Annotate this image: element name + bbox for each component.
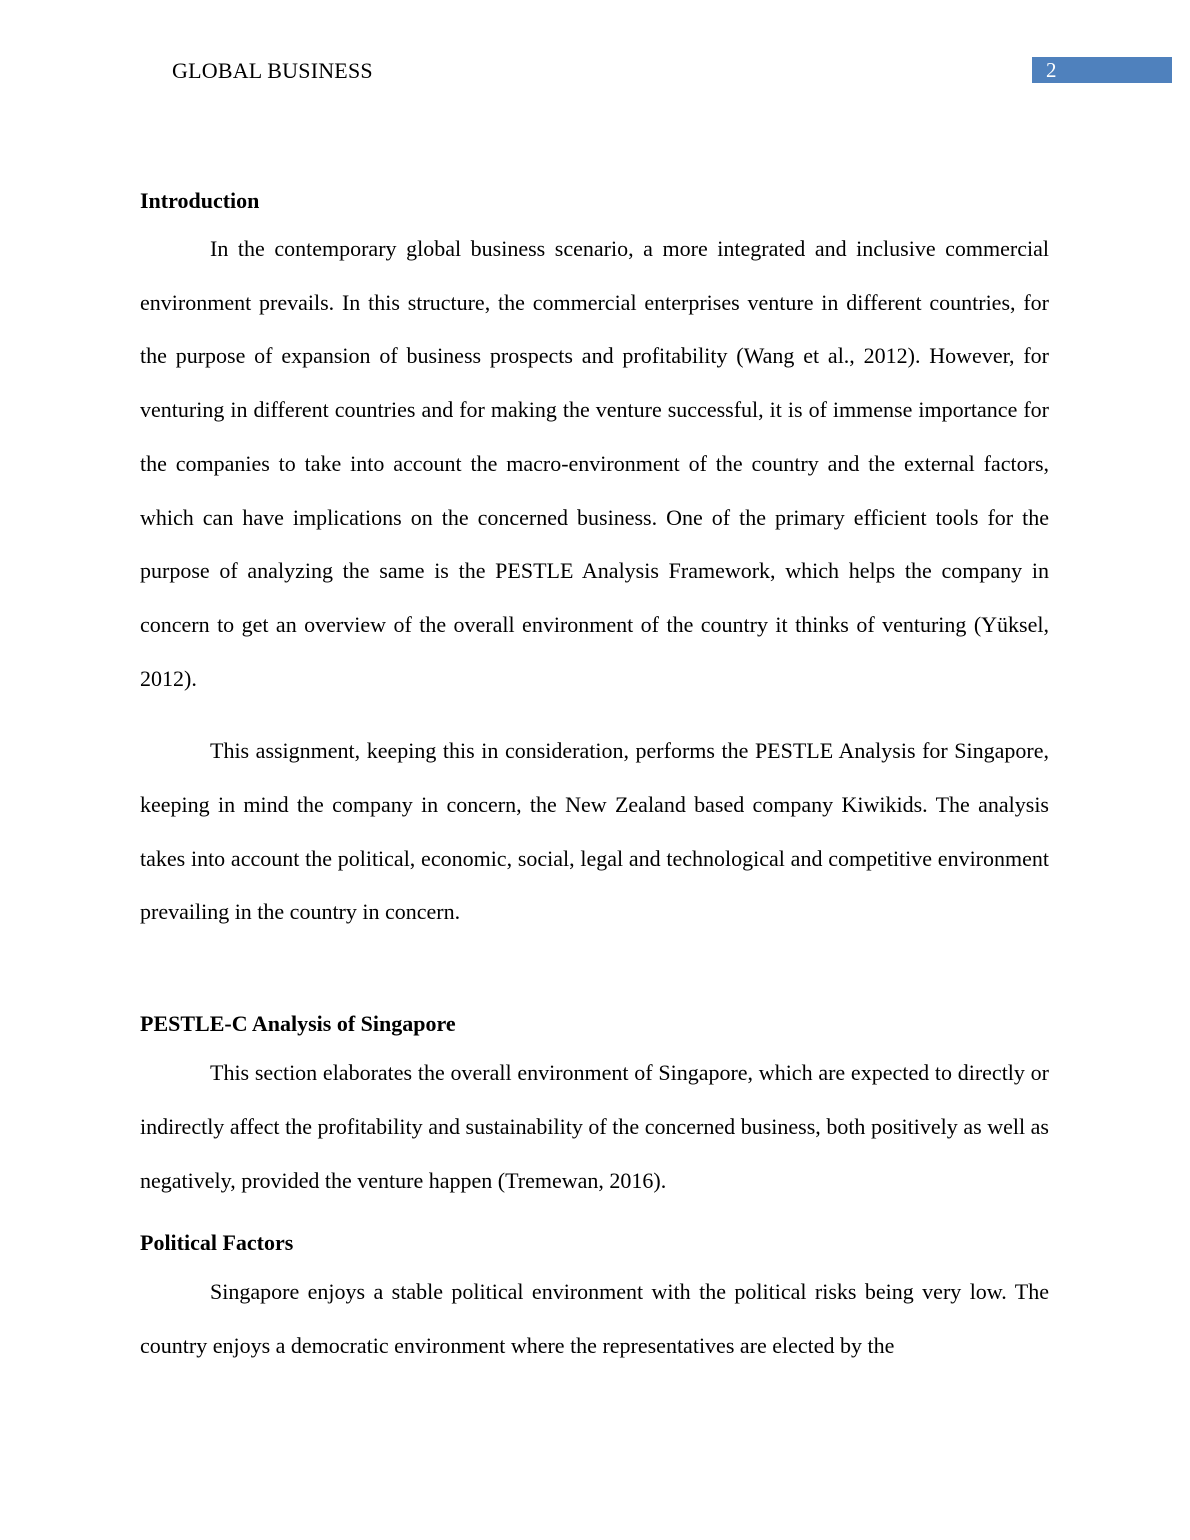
heading-pestle-analysis: PESTLE-C Analysis of Singapore [140, 1011, 456, 1037]
heading-political-factors: Political Factors [140, 1230, 294, 1256]
running-header-title: GLOBAL BUSINESS [172, 58, 373, 83]
document-body [140, 185, 1049, 1373]
paragraph-pestle-1: This section elaborates the overall environment of Singapore, which are expected to directly or indirectly affect the profitability and sustainability of the concerned business, both positively as well as negatively, provided the venture happen (Tremewan, 2016). [140, 1060, 1049, 1193]
heading-introduction: Introduction [140, 188, 260, 213]
paragraph-introduction-2: This assignment, keeping this in consideration, performs the PESTLE Analysis for Singapore, keeping in mind the company in concern, the New Zealand based company Kiwikids. The analysis takes into account the political, economic, social, legal and technological and competitive environment prevailing in the country in concern. [140, 738, 1049, 925]
paragraph-introduction-1: In the contemporary global business scenario, a more integrated and inclusive commercial environment prevails. In this structure, the commercial enterprises venture in different countries, for the purpose of expansion of business prospects and profitability (Wang et al., 2012). However, for venturing in different countries and for making the venture successful, it is of immense importance for the companies to take into account the macro-environment of the country and the external factors, which can have implications on the concerned business. One of the primary efficient tools for the purpose of analyzing the same is the PESTLE Analysis Framework, which helps the company in concern to get an overview of the overall environment of the country it thinks of venturing (Yüksel, 2012). [140, 236, 1049, 691]
page-number-badge: 2 [1032, 57, 1172, 83]
paragraph-political-1: Singapore enjoys a stable political environment with the political risks being very low. The country enjoys a democratic environment where the representatives are elected by the [140, 1279, 1049, 1358]
